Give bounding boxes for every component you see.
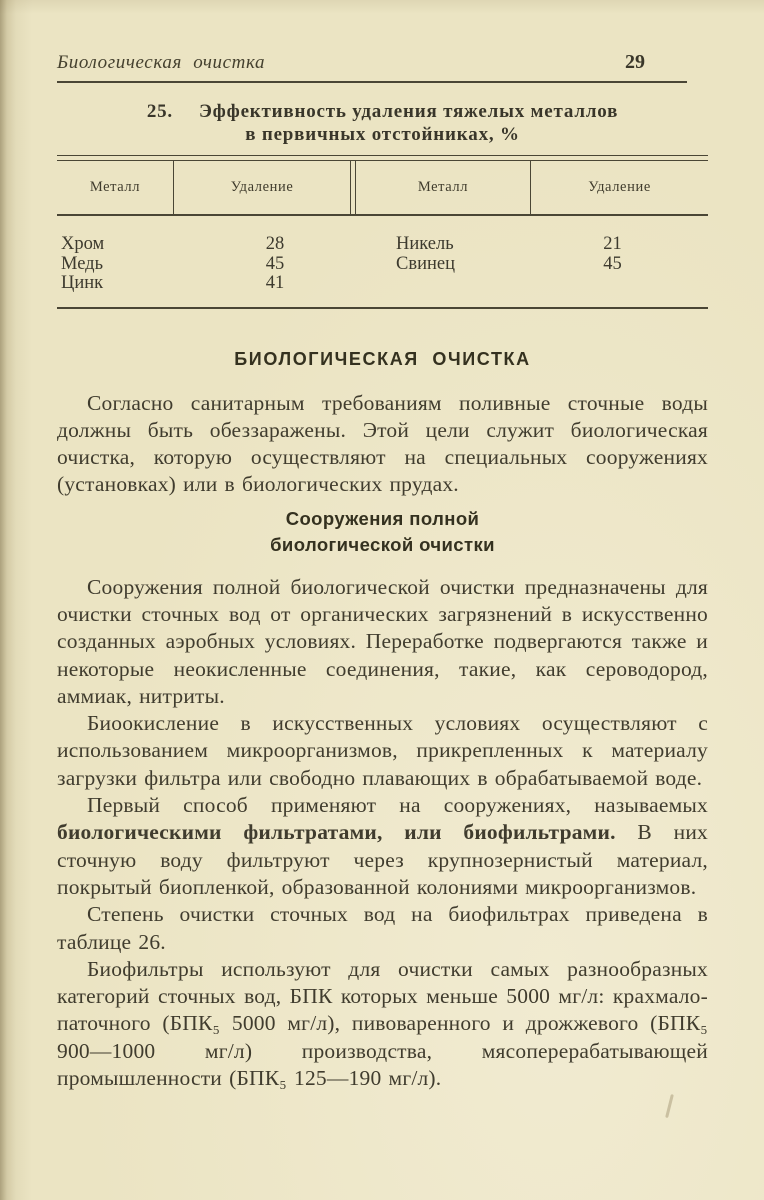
table-header-row bbox=[57, 161, 708, 214]
table-header-metal-right: Металл bbox=[417, 179, 469, 195]
section-heading: БИОЛОГИЧЕСКАЯ ОЧИСТКА bbox=[234, 348, 531, 369]
paragraph-run: Первый способ применяют на сооружениях, называемых bbox=[87, 793, 708, 818]
page-number: 29 bbox=[625, 51, 645, 73]
cell-removal: 45 bbox=[603, 253, 622, 274]
table-row bbox=[57, 255, 708, 275]
running-head bbox=[57, 0, 687, 74]
cell-removal: 41 bbox=[265, 273, 285, 293]
table-header-metal-left: Металл bbox=[89, 179, 141, 195]
cell-metal: Цинк bbox=[61, 273, 104, 293]
table-title-line1: Эффективность удаления тяжелых металлов bbox=[198, 101, 619, 122]
table-title-line2: в первичных отстойниках, % bbox=[245, 124, 520, 145]
running-title: Биологическая очистка bbox=[57, 52, 266, 73]
paragraph: Степень очистки сточных вод на биофильтрах приведена в таблице 26. bbox=[57, 902, 708, 954]
paragraph: Биофильтры используют для очистки самых разнообразных категорий сточных вод, БПК которых меньше 5000 мг/л: крахмало-паточного (БПК₅ 5000 мг/л), пивоваренного и дрожжевого (БПК₅ 900—1000 мг/л) производства, мясоперерабатывающей промышленности (БПК₅ 125—190 мг/л). bbox=[57, 956, 708, 1091]
body-text-block-2 bbox=[57, 574, 708, 1093]
subsection-heading-line2: биологической очистки bbox=[270, 533, 495, 555]
pencil-mark-artifact bbox=[665, 1094, 673, 1118]
subsection-heading-line1: Сооружения полной bbox=[285, 507, 480, 529]
body-text-block-1 bbox=[57, 390, 708, 499]
cell-removal: 28 bbox=[265, 234, 285, 254]
cell-metal: Никель bbox=[396, 234, 454, 254]
table-header-removal-right: Удаление bbox=[588, 179, 651, 195]
cell-metal: Медь bbox=[61, 253, 104, 274]
paragraph: Биоокисление в искусственных условиях осуществляют с использованием микроорганизмов, прикрепленных к материалу загрузки фильтра или свободно плавающих в обрабатываемой воде. bbox=[57, 711, 708, 790]
paragraph-run: В них сточную воду фильтруют через крупнозернистый материал, покрытый биопленкой, образованной колониями микроорганизмов. bbox=[57, 820, 708, 899]
cell-metal bbox=[353, 274, 529, 294]
table-number: 25. bbox=[146, 101, 173, 122]
paragraph bbox=[57, 792, 708, 901]
paragraph: Сооружения полной биологической очистки предназначены для очистки сточных вод от органических загрязнений в искусственно созданных аэробных условиях. Переработке подвергаются также и некоторые неокисленные соединения, такие, как сероводород, аммиак, нитриты. bbox=[57, 574, 708, 708]
page-content bbox=[57, 0, 708, 1092]
cell-removal: 45 bbox=[265, 253, 285, 274]
table-caption bbox=[57, 100, 708, 146]
cell-metal: Хром bbox=[61, 234, 105, 254]
cell-metal: Свинец bbox=[396, 253, 455, 274]
running-head-rule bbox=[57, 81, 687, 83]
cell-removal bbox=[529, 274, 708, 294]
table-bottom-rule bbox=[57, 307, 708, 309]
heavy-metals-table bbox=[57, 155, 708, 309]
paragraph: Согласно санитарным требованиям поливные сточные воды должны быть обеззаражены. Этой цели служит биологическая очистка, которую осуществляют на специальных сооружениях (установках) или в биологических прудах. bbox=[57, 390, 708, 497]
table-header-removal-left: Удаление bbox=[230, 179, 294, 195]
table-row bbox=[57, 274, 708, 294]
table-row bbox=[57, 235, 708, 255]
cell-removal: 21 bbox=[603, 234, 622, 254]
paragraph-run-bold: биологическими фильтратами, или биофильтрами. bbox=[57, 820, 616, 845]
table-caption-line1 bbox=[57, 100, 708, 123]
table-body bbox=[57, 216, 708, 307]
subsection-heading bbox=[57, 506, 708, 558]
